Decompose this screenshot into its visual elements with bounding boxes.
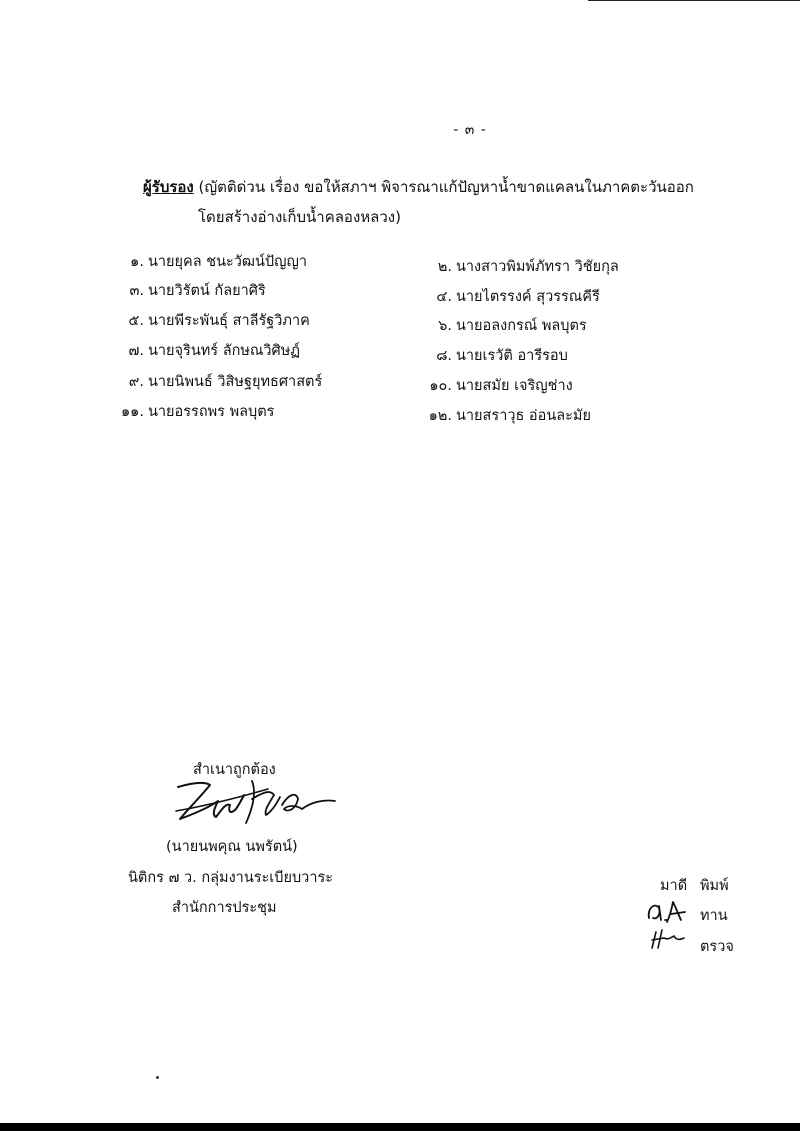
certified-copy-label: สำเนาถูกต้อง (193, 762, 276, 778)
checker-initials (648, 928, 688, 952)
checker-role: ตรวจ (700, 939, 734, 955)
heading (143, 172, 763, 232)
page-number: - ๓ - (453, 122, 487, 138)
certifier-office: สำนักการประชุม (172, 900, 277, 916)
signer-11: ๑๑. นายอรรถพร พลบุตร (120, 404, 275, 420)
signer-name: นายเรวัติ อารีรอบ (456, 348, 568, 364)
signer-name: นายจุรินทร์ ลักษณวิศิษฏ์ (148, 343, 301, 359)
signer-10: ๑๐. นายสมัย เจริญช่าง (429, 378, 573, 394)
signer-4: ๔. นายไตรรงค์ สุวรรณคีรี (436, 289, 600, 305)
signer-name: นายพีระพันธุ์ สาลีรัฐวิภาค (148, 313, 310, 329)
scan-speck (156, 1076, 159, 1079)
signer-2: ๒. นางสาวพิมพ์ภัทรา วิชัยกุล (437, 259, 619, 275)
top-edge-line (588, 0, 800, 1)
signer-name: นายอลงกรณ์ พลบุตร (456, 318, 587, 334)
signer-7: ๗. นายจุรินทร์ ลักษณวิศิษฏ์ (128, 343, 301, 359)
signer-3: ๓. นายวิรัตน์ กัลยาศิริ (129, 283, 266, 299)
signer-name: นายอรรถพร พลบุตร (148, 404, 275, 420)
signer-name: นายไตรรงค์ สุวรรณคีรี (456, 289, 600, 305)
reviewer-initials (645, 898, 693, 926)
signer-name: นายสมัย เจริญช่าง (456, 378, 573, 394)
heading-label: ผู้รับรอง (143, 178, 194, 196)
certifier-position: นิติกร ๗ ว. กลุ่มงานระเบียบวาระ (128, 870, 334, 886)
signer-name: นายสราวุธ อ่อนละมัย (456, 408, 591, 424)
signer-name: นางสาวพิมพ์ภัทรา วิชัยกุล (456, 259, 619, 275)
typist-role: พิมพ์ (700, 878, 729, 894)
heading-line1: (ญัตติด่วน เรื่อง ขอให้สภาฯ พิจารณาแก้ปัญหาน้ำขาดแคลนในภาคตะวันออก (198, 178, 694, 196)
reviewer-role: ทาน (700, 908, 728, 924)
signer-name: นายยุคล ชนะวัฒน์ปัญญา (148, 254, 307, 270)
signer-6: ๖. นายอลงกรณ์ พลบุตร (438, 318, 587, 334)
signer-8: ๘. นายเรวัติ อารีรอบ (436, 348, 568, 364)
signer-9: ๙. นายนิพนธ์ วิสิษฐยุทธศาสตร์ (128, 374, 323, 390)
signer-1: ๑. นายยุคล ชนะวัฒน์ปัญญา (130, 254, 307, 270)
signer-12: ๑๒. นายสราวุธ อ่อนละมัย (428, 408, 591, 424)
bottom-edge-bar (0, 1123, 800, 1131)
signer-name: นายวิรัตน์ กัลยาศิริ (148, 283, 266, 299)
typist-name: มาดี (660, 878, 688, 894)
certifier-name: (นายนพคุณ นพรัตน์) (166, 839, 298, 855)
handwritten-signature (170, 775, 345, 835)
signer-name: นายนิพนธ์ วิสิษฐยุทธศาสตร์ (148, 374, 323, 390)
signer-5: ๕. นายพีระพันธุ์ สาลีรัฐวิภาค (128, 313, 310, 329)
heading-line2: โดยสร้างอ่างเก็บน้ำคลองหลวง) (198, 208, 401, 226)
